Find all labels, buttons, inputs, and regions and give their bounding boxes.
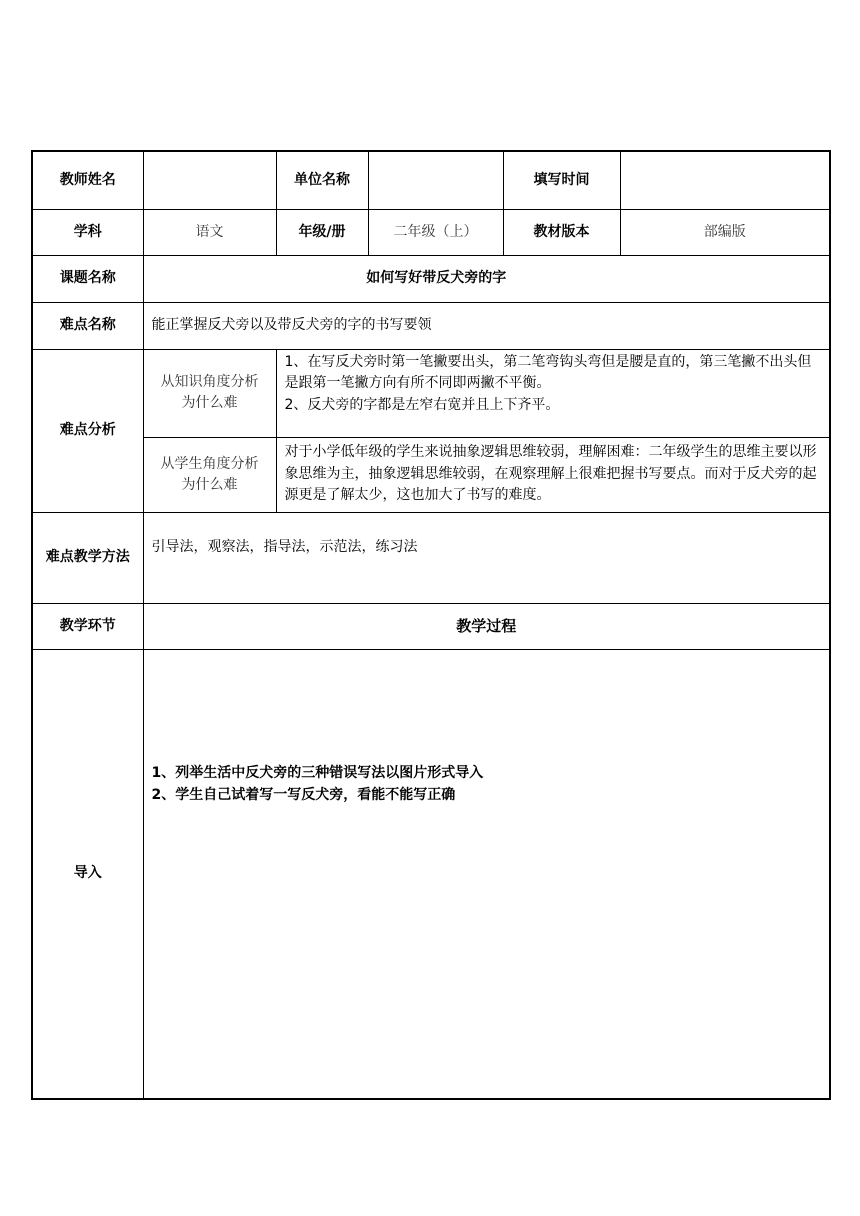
intro-content (143, 649, 830, 1099)
subject-info-row (32, 209, 830, 255)
analysis-label: 难点分析 (32, 349, 143, 512)
lesson-plan-table (31, 150, 831, 1100)
fill-time-value (620, 151, 830, 209)
knowledge-angle-label (143, 349, 276, 437)
header-info-row (32, 151, 830, 209)
intro-step-1: 1、列举生活中反犬旁的三种错误写法以图片形式导入 (151, 764, 484, 781)
student-angle-label (143, 437, 276, 512)
knowledge-point-1: 1、在写反犬旁时第一笔撇要出头，第二笔弯钩头弯但是腰是直的，第三笔撇不出头但是跟第一笔撇方向有所不同即两撇不平衡。 (284, 353, 812, 392)
knowledge-angle-text (276, 349, 830, 437)
topic-value: 如何写好带反犬旁的字 (143, 255, 830, 302)
subject-label: 学科 (32, 209, 143, 255)
topic-label: 课题名称 (32, 255, 143, 302)
unit-name-value (368, 151, 503, 209)
grade-value: 二年级（上） (368, 209, 503, 255)
difficulty-value: 能正掌握反犬旁以及带反犬旁的字的书写要领 (143, 302, 830, 349)
process-header-row (32, 603, 830, 649)
teacher-name-label: 教师姓名 (32, 151, 143, 209)
edition-value: 部编版 (620, 209, 830, 255)
teaching-process-header: 教学过程 (143, 603, 830, 649)
fill-time-label: 填写时间 (503, 151, 620, 209)
method-value: 引导法，观察法，指导法，示范法，练习法 (143, 512, 830, 603)
analysis-student-row (32, 437, 830, 512)
student-angle-label-line2: 为什么难 (181, 476, 238, 493)
grade-label: 年级/册 (276, 209, 368, 255)
method-row (32, 512, 830, 603)
topic-row (32, 255, 830, 302)
knowledge-point-2: 2、反犬旁的字都是左窄右宽并且上下齐平。 (284, 396, 560, 413)
teaching-stage-header: 教学环节 (32, 603, 143, 649)
edition-label: 教材版本 (503, 209, 620, 255)
difficulty-label: 难点名称 (32, 302, 143, 349)
student-angle-label-line1: 从学生角度分析 (160, 455, 259, 472)
subject-value: 语文 (143, 209, 276, 255)
intro-label: 导入 (32, 649, 143, 1099)
knowledge-angle-label-line1: 从知识角度分析 (160, 374, 259, 390)
analysis-knowledge-row (32, 349, 830, 437)
unit-name-label: 单位名称 (276, 151, 368, 209)
intro-step-2: 2、学生自己试着写一写反犬旁，看能不能写正确 (151, 786, 456, 803)
difficulty-row (32, 302, 830, 349)
method-label: 难点教学方法 (32, 512, 143, 603)
knowledge-angle-label-line2: 为什么难 (181, 395, 238, 411)
intro-row (32, 649, 830, 1099)
student-angle-text: 对于小学低年级的学生来说抽象逻辑思维较弱，理解困难：二年级学生的思维主要以形象思维为主，抽象逻辑思维较弱，在观察理解上很难把握书写要点。而对于反犬旁的起源更是了解太少，这也加大了书写的难度。 (276, 437, 830, 512)
teacher-name-value (143, 151, 276, 209)
